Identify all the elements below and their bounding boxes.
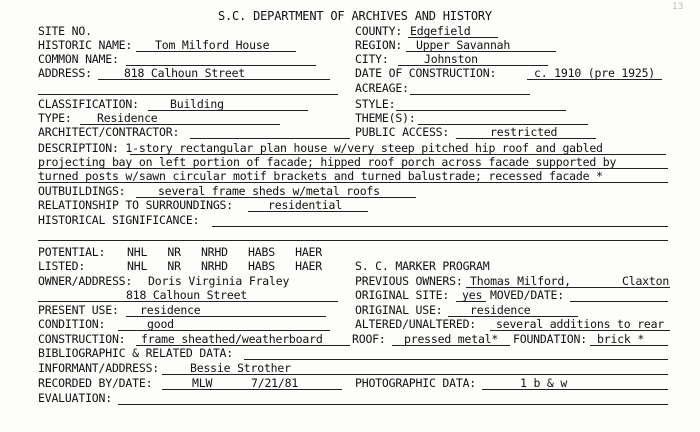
relationship-rule <box>248 211 368 212</box>
bibliographic-label: BIBLIOGRAPHIC & RELATED DATA: <box>38 346 233 360</box>
public-access-value: restricted <box>490 125 558 139</box>
acreage-label: ACREAGE: <box>355 81 409 95</box>
foundation-value: brick * <box>597 332 645 346</box>
construction-label: CONSTRUCTION: <box>38 332 126 346</box>
construction-date-value: c. 1910 (pre 1925) <box>534 66 656 80</box>
city-value: Johnston <box>424 52 478 66</box>
marker-program: S. C. MARKER PROGRAM <box>355 259 490 273</box>
recorded-by: MLW <box>192 376 213 390</box>
evaluation-rule <box>118 404 668 405</box>
informant-value: Bessie Strother <box>190 361 291 375</box>
acreage-rule <box>410 94 530 95</box>
owner-name: Doris Virginia Fraley <box>148 274 290 288</box>
site-no-label: SITE NO. <box>38 24 92 38</box>
description-line-1: DESCRIPTION: 1-story rectangular plan house w/very steep pitched hip roof and gabled <box>38 141 603 155</box>
significance-rule <box>212 226 668 227</box>
condition-rule <box>118 330 330 331</box>
moved-date-rule <box>570 301 668 302</box>
foundation-rule <box>590 345 668 346</box>
original-site-label: ORIGINAL SITE: <box>355 288 450 302</box>
relationship-value: residential <box>268 198 342 212</box>
type-label: TYPE: <box>38 111 72 125</box>
historic-name-label: HISTORIC NAME: <box>38 38 133 52</box>
recorded-rule <box>162 389 342 390</box>
address-rule <box>98 79 330 80</box>
significance-label: HISTORICAL SIGNIFICANCE: <box>38 213 200 227</box>
historic-name-rule <box>136 51 296 52</box>
description-line-3: turned posts w/sawn circular motif brackets and turned balustrade; recessed facade * <box>38 169 603 183</box>
owner-label: OWNER/ADDRESS: <box>38 274 133 288</box>
historic-name-value: Tom Milford House <box>155 38 270 52</box>
informant-label: INFORMANT/ADDRESS: <box>38 361 160 375</box>
bibliographic-rule <box>244 359 668 360</box>
recorded-date: 7/21/81 <box>251 376 299 390</box>
outbuildings-value: several frame sheds w/metal roofs <box>158 184 380 198</box>
architect-label: ARCHITECT/CONTRACTOR: <box>38 125 180 139</box>
owner-rule <box>38 301 338 302</box>
potential-label: POTENTIAL: <box>38 245 106 259</box>
listed-label: LISTED: <box>38 259 86 273</box>
previous-owners-value-2: Claxton <box>622 274 670 288</box>
altered-label: ALTERED/UNALTERED: <box>355 317 477 331</box>
common-name-label: COMMON NAME: <box>38 52 119 66</box>
style-label: STYLE: <box>355 97 396 111</box>
potential-items: NHL NR NRHD HABS HAER <box>127 245 322 259</box>
condition-label: CONDITION: <box>38 317 106 331</box>
region-value: Upper Savannah <box>416 38 511 52</box>
altered-value: several additions to rear <box>496 317 665 331</box>
present-use-value: residence <box>140 303 201 317</box>
architect-rule <box>190 138 350 139</box>
construction-value: frame sheathed/weatherboard <box>141 332 323 346</box>
present-use-label: PRESENT USE: <box>38 303 119 317</box>
city-label: CITY: <box>355 52 389 66</box>
condition-value: good <box>147 317 174 331</box>
photographic-label: PHOTOGRAPHIC DATA: <box>355 376 477 390</box>
classification-value: Building <box>170 97 224 111</box>
photographic-value: 1 b & w <box>520 376 568 390</box>
listed-items: NHL NR NRHD HABS HAER <box>127 259 322 273</box>
address-label: ADDRESS: <box>38 66 92 80</box>
roof-value: pressed metal* <box>404 332 499 346</box>
classification-rule <box>148 110 308 111</box>
region-label: REGION: <box>355 38 403 52</box>
section-divider-1 <box>38 94 338 95</box>
informant-rule <box>162 374 668 375</box>
style-rule <box>396 110 566 111</box>
description-line-2: projecting bay on left portion of facade; hipped roof porch across facade supported by <box>38 155 617 169</box>
outbuildings-label: OUTBUILDINGS: <box>38 184 126 198</box>
construction-date-label: DATE OF CONSTRUCTION: <box>355 66 497 80</box>
foundation-label: FOUNDATION: <box>513 332 587 346</box>
original-use-label: ORIGINAL USE: <box>355 303 443 317</box>
relationship-label: RELATIONSHIP TO SURROUNDINGS: <box>38 198 233 212</box>
construction-date-rule <box>527 79 662 80</box>
county-label: COUNTY: <box>355 24 403 38</box>
recorded-label: RECORDED BY/DATE: <box>38 376 153 390</box>
corner-mark: 13 <box>672 2 684 12</box>
original-site-rule <box>456 301 486 302</box>
section-divider-2 <box>38 240 668 241</box>
address-value: 818 Calhoun Street <box>124 66 246 80</box>
roof-label: ROOF: <box>352 332 386 346</box>
evaluation-label: EVALUATION: <box>38 391 112 405</box>
previous-owners-value-1: Thomas Milford, <box>470 274 571 288</box>
public-access-rule <box>456 138 596 139</box>
roof-rule <box>392 345 510 346</box>
public-access-label: PUBLIC ACCESS: <box>355 125 450 139</box>
form-title: S.C. DEPARTMENT OF ARCHIVES AND HISTORY <box>218 9 492 23</box>
original-use-value: residence <box>470 303 531 317</box>
themes-label: THEME(S): <box>355 111 416 125</box>
county-value: Edgefield <box>410 24 471 38</box>
photographic-rule <box>482 389 668 390</box>
altered-rule <box>490 330 670 331</box>
owner-street: 818 Calhoun Street <box>126 288 248 302</box>
description-rule-3 <box>38 182 668 183</box>
classification-label: CLASSIFICATION: <box>38 97 139 111</box>
original-site-value: yes <box>462 288 483 302</box>
previous-owners-label: PREVIOUS OWNERS: <box>355 274 463 288</box>
type-value: Residence <box>97 111 158 125</box>
moved-date-label: MOVED/DATE: <box>490 288 564 302</box>
